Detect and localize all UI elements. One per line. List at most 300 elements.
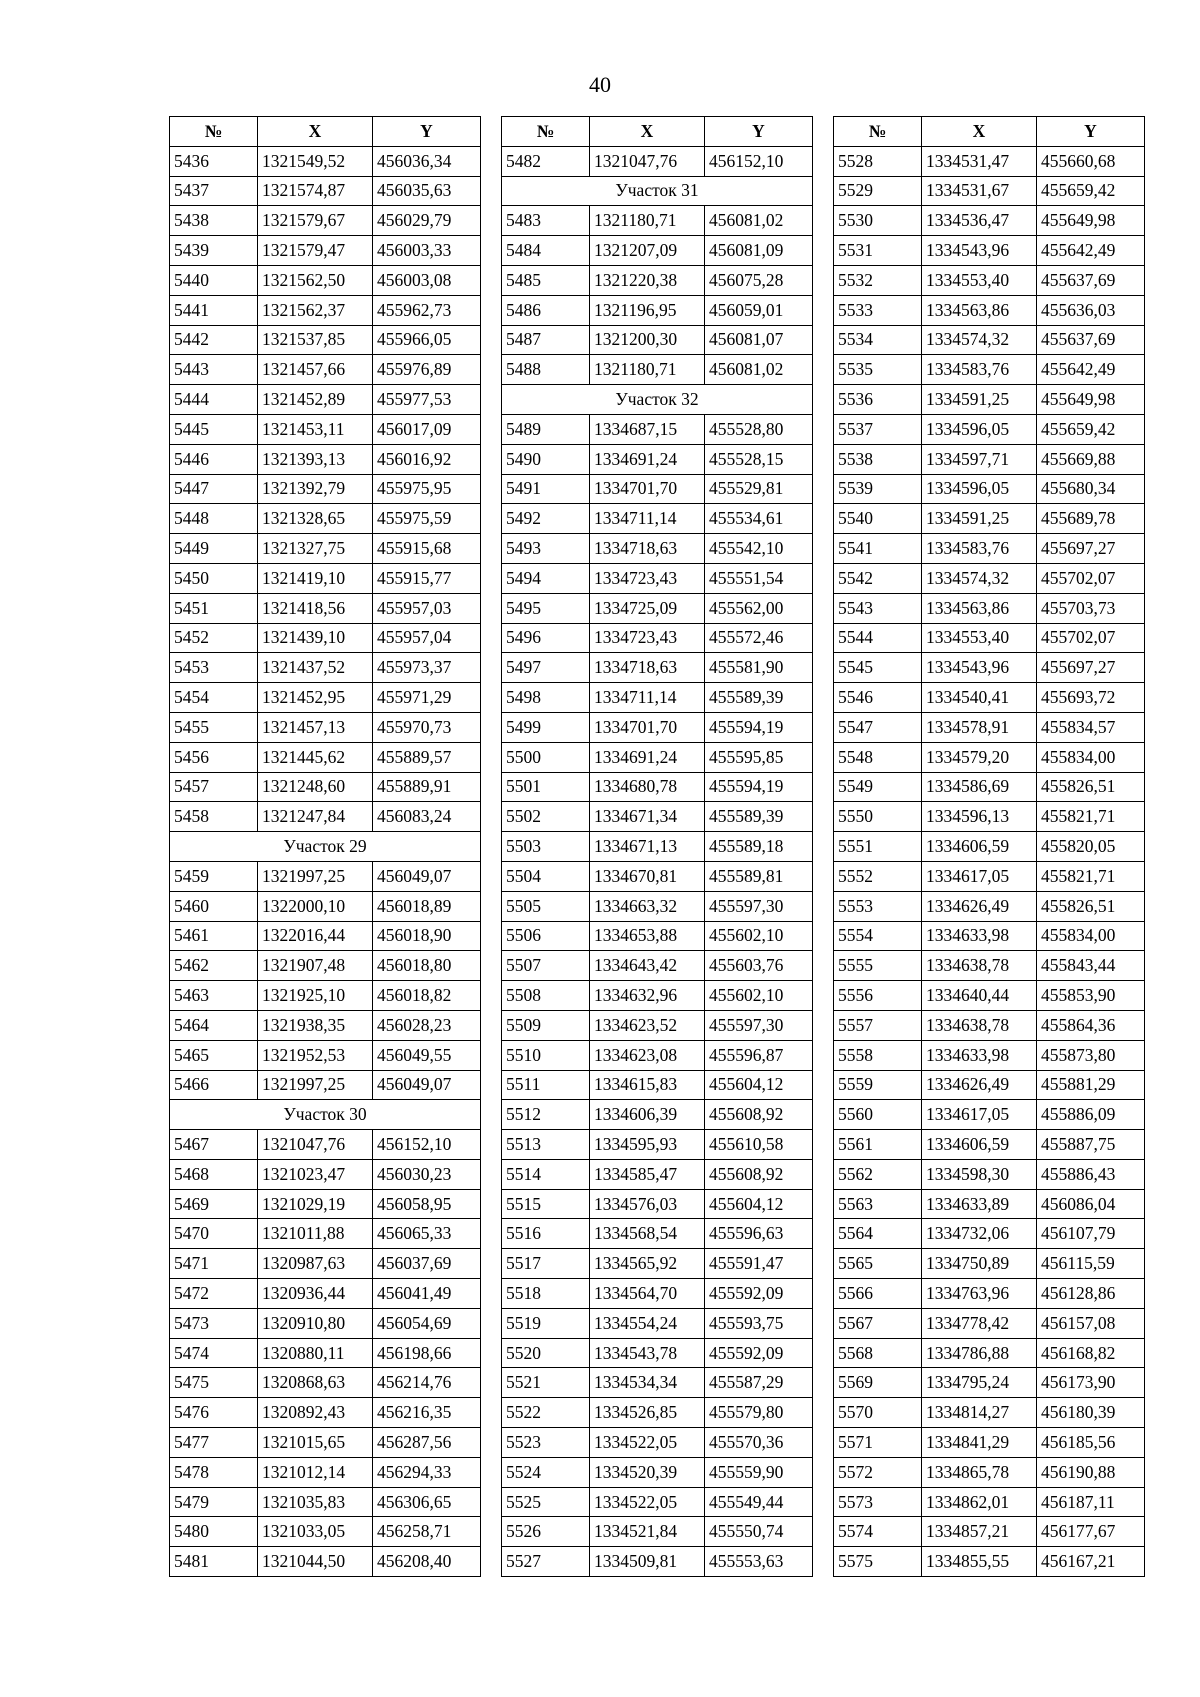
- table-row: [834, 1487, 1145, 1517]
- point-number-cell: 5482: [502, 146, 590, 176]
- point-number-cell: 5528: [834, 146, 922, 176]
- point-number-cell: 5474: [170, 1338, 258, 1368]
- point-number-cell: 5444: [170, 385, 258, 415]
- point-number-cell: 5523: [502, 1428, 590, 1458]
- header-x: X: [258, 117, 373, 147]
- header-x: X: [590, 117, 705, 147]
- table-row: [834, 981, 1145, 1011]
- x-coordinate-cell: 1334543,78: [590, 1338, 705, 1368]
- table-header-row: [170, 117, 481, 147]
- y-coordinate-cell: 456028,23: [373, 1010, 481, 1040]
- x-coordinate-cell: 1321393,13: [258, 444, 373, 474]
- table-row: [834, 295, 1145, 325]
- y-coordinate-cell: 455834,00: [1037, 742, 1145, 772]
- y-coordinate-cell: 456037,69: [373, 1249, 481, 1279]
- x-coordinate-cell: 1321997,25: [258, 1070, 373, 1100]
- y-coordinate-cell: 455680,34: [1037, 474, 1145, 504]
- x-coordinate-cell: 1321952,53: [258, 1040, 373, 1070]
- point-number-cell: 5529: [834, 176, 922, 206]
- point-number-cell: 5555: [834, 951, 922, 981]
- x-coordinate-cell: 1334574,32: [922, 325, 1037, 355]
- y-coordinate-cell: 456180,39: [1037, 1398, 1145, 1428]
- point-number-cell: 5443: [170, 355, 258, 385]
- y-coordinate-cell: 456018,89: [373, 891, 481, 921]
- x-coordinate-cell: 1334633,98: [922, 921, 1037, 951]
- y-coordinate-cell: 455562,00: [705, 593, 813, 623]
- y-coordinate-cell: 455660,68: [1037, 146, 1145, 176]
- x-coordinate-cell: 1321035,83: [258, 1487, 373, 1517]
- y-coordinate-cell: 455973,37: [373, 653, 481, 683]
- table-row: [834, 1517, 1145, 1547]
- point-number-cell: 5489: [502, 414, 590, 444]
- table-row: [502, 802, 813, 832]
- table-row: [170, 563, 481, 593]
- point-number-cell: 5455: [170, 712, 258, 742]
- x-coordinate-cell: 1334509,81: [590, 1547, 705, 1577]
- y-coordinate-cell: 456003,33: [373, 236, 481, 266]
- table-row: [170, 504, 481, 534]
- point-number-cell: 5500: [502, 742, 590, 772]
- point-number-cell: 5473: [170, 1308, 258, 1338]
- y-coordinate-cell: 456018,82: [373, 981, 481, 1011]
- table-row: [170, 444, 481, 474]
- point-number-cell: 5467: [170, 1130, 258, 1160]
- point-number-cell: 5507: [502, 951, 590, 981]
- y-coordinate-cell: 456059,01: [705, 295, 813, 325]
- table-row: [834, 414, 1145, 444]
- y-coordinate-cell: 456018,90: [373, 921, 481, 951]
- x-coordinate-cell: 1321579,47: [258, 236, 373, 266]
- x-coordinate-cell: 1321445,62: [258, 742, 373, 772]
- y-coordinate-cell: 455603,76: [705, 951, 813, 981]
- point-number-cell: 5552: [834, 861, 922, 891]
- table-row: [834, 1010, 1145, 1040]
- point-number-cell: 5546: [834, 683, 922, 713]
- y-coordinate-cell: 456049,07: [373, 1070, 481, 1100]
- table-row: [170, 1249, 481, 1279]
- x-coordinate-cell: 1334718,63: [590, 653, 705, 683]
- point-number-cell: 5520: [502, 1338, 590, 1368]
- table-row: [502, 861, 813, 891]
- table-header-row: [502, 117, 813, 147]
- x-coordinate-cell: 1321574,87: [258, 176, 373, 206]
- x-coordinate-cell: 1321047,76: [258, 1130, 373, 1160]
- y-coordinate-cell: 455593,75: [705, 1308, 813, 1338]
- point-number-cell: 5440: [170, 265, 258, 295]
- x-coordinate-cell: 1334671,34: [590, 802, 705, 832]
- coordinates-table-left: [169, 116, 481, 1577]
- point-number-cell: 5554: [834, 921, 922, 951]
- table-row: [834, 891, 1145, 921]
- x-coordinate-cell: 1334638,78: [922, 1010, 1037, 1040]
- point-number-cell: 5553: [834, 891, 922, 921]
- point-number-cell: 5504: [502, 861, 590, 891]
- table-row: [170, 414, 481, 444]
- table-row: [502, 563, 813, 593]
- x-coordinate-cell: 1321328,65: [258, 504, 373, 534]
- x-coordinate-cell: 1334763,96: [922, 1279, 1037, 1309]
- table-row: [834, 1249, 1145, 1279]
- table-row: [502, 653, 813, 683]
- point-number-cell: 5524: [502, 1457, 590, 1487]
- table-row: [834, 534, 1145, 564]
- table-row: [834, 742, 1145, 772]
- table-row: [502, 1010, 813, 1040]
- header-x: X: [922, 117, 1037, 147]
- x-coordinate-cell: 1334795,24: [922, 1368, 1037, 1398]
- point-number-cell: 5436: [170, 146, 258, 176]
- y-coordinate-cell: 455542,10: [705, 534, 813, 564]
- x-coordinate-cell: 1334857,21: [922, 1517, 1037, 1547]
- x-coordinate-cell: 1334526,85: [590, 1398, 705, 1428]
- table-row: [834, 474, 1145, 504]
- y-coordinate-cell: 455843,44: [1037, 951, 1145, 981]
- y-coordinate-cell: 455591,47: [705, 1249, 813, 1279]
- x-coordinate-cell: 1334574,32: [922, 563, 1037, 593]
- y-coordinate-cell: 455915,68: [373, 534, 481, 564]
- y-coordinate-cell: 455693,72: [1037, 683, 1145, 713]
- point-number-cell: 5564: [834, 1219, 922, 1249]
- y-coordinate-cell: 455873,80: [1037, 1040, 1145, 1070]
- x-coordinate-cell: 1334617,05: [922, 1100, 1037, 1130]
- x-coordinate-cell: 1321029,19: [258, 1189, 373, 1219]
- y-coordinate-cell: 456018,80: [373, 951, 481, 981]
- table-row: [834, 504, 1145, 534]
- point-number-cell: 5449: [170, 534, 258, 564]
- table-row: [834, 1457, 1145, 1487]
- x-coordinate-cell: 1334691,24: [590, 444, 705, 474]
- table-row: [502, 1159, 813, 1189]
- point-number-cell: 5559: [834, 1070, 922, 1100]
- point-number-cell: 5568: [834, 1338, 922, 1368]
- table-row: [834, 236, 1145, 266]
- point-number-cell: 5541: [834, 534, 922, 564]
- y-coordinate-cell: 456173,90: [1037, 1368, 1145, 1398]
- table-row: [170, 772, 481, 802]
- x-coordinate-cell: 1334563,86: [922, 593, 1037, 623]
- table-row: [170, 683, 481, 713]
- x-coordinate-cell: 1321033,05: [258, 1517, 373, 1547]
- table-row: [502, 1457, 813, 1487]
- table-row: [170, 802, 481, 832]
- point-number-cell: 5495: [502, 593, 590, 623]
- x-coordinate-cell: 1334814,27: [922, 1398, 1037, 1428]
- table-row: [170, 1308, 481, 1338]
- point-number-cell: 5453: [170, 653, 258, 683]
- x-coordinate-cell: 1334626,49: [922, 891, 1037, 921]
- y-coordinate-cell: 455559,90: [705, 1457, 813, 1487]
- y-coordinate-cell: 455589,39: [705, 683, 813, 713]
- x-coordinate-cell: 1334606,59: [922, 832, 1037, 862]
- table-row: [502, 1249, 813, 1279]
- point-number-cell: 5562: [834, 1159, 922, 1189]
- table-row: [502, 1130, 813, 1160]
- x-coordinate-cell: 1334701,70: [590, 474, 705, 504]
- x-coordinate-cell: 1321457,66: [258, 355, 373, 385]
- table-row: [170, 593, 481, 623]
- y-coordinate-cell: 455594,19: [705, 772, 813, 802]
- table-row: [834, 265, 1145, 295]
- point-number-cell: 5492: [502, 504, 590, 534]
- y-coordinate-cell: 455821,71: [1037, 802, 1145, 832]
- x-coordinate-cell: 1334786,88: [922, 1338, 1037, 1368]
- y-coordinate-cell: 455864,36: [1037, 1010, 1145, 1040]
- header-number: №: [502, 117, 590, 147]
- point-number-cell: 5558: [834, 1040, 922, 1070]
- point-number-cell: 5438: [170, 206, 258, 236]
- table-row: [502, 414, 813, 444]
- x-coordinate-cell: 1321549,52: [258, 146, 373, 176]
- point-number-cell: 5511: [502, 1070, 590, 1100]
- point-number-cell: 5535: [834, 355, 922, 385]
- y-coordinate-cell: 455977,53: [373, 385, 481, 415]
- table-row: [170, 534, 481, 564]
- coordinates-table-middle: [501, 116, 813, 1577]
- point-number-cell: 5516: [502, 1219, 590, 1249]
- x-coordinate-cell: 1334521,84: [590, 1517, 705, 1547]
- y-coordinate-cell: 455592,09: [705, 1338, 813, 1368]
- point-number-cell: 5499: [502, 712, 590, 742]
- x-coordinate-cell: 1334653,88: [590, 921, 705, 951]
- table-row: [834, 683, 1145, 713]
- point-number-cell: 5466: [170, 1070, 258, 1100]
- table-row: [170, 355, 481, 385]
- x-coordinate-cell: 1320868,63: [258, 1368, 373, 1398]
- point-number-cell: 5458: [170, 802, 258, 832]
- table-row: [834, 1368, 1145, 1398]
- x-coordinate-cell: 1321419,10: [258, 563, 373, 593]
- header-number: №: [170, 117, 258, 147]
- section-title: Участок 30: [170, 1100, 481, 1130]
- point-number-cell: 5502: [502, 802, 590, 832]
- table-row: [502, 206, 813, 236]
- point-number-cell: 5521: [502, 1368, 590, 1398]
- table-row: [834, 1070, 1145, 1100]
- point-number-cell: 5573: [834, 1487, 922, 1517]
- table-row: [170, 1457, 481, 1487]
- y-coordinate-cell: 455821,71: [1037, 861, 1145, 891]
- y-coordinate-cell: 456177,67: [1037, 1517, 1145, 1547]
- y-coordinate-cell: 455597,30: [705, 1010, 813, 1040]
- header-y: Y: [705, 117, 813, 147]
- y-coordinate-cell: 455592,09: [705, 1279, 813, 1309]
- x-coordinate-cell: 1321248,60: [258, 772, 373, 802]
- x-coordinate-cell: 1321938,35: [258, 1010, 373, 1040]
- y-coordinate-cell: 456049,07: [373, 861, 481, 891]
- y-coordinate-cell: 456016,92: [373, 444, 481, 474]
- y-coordinate-cell: 455581,90: [705, 653, 813, 683]
- point-number-cell: 5534: [834, 325, 922, 355]
- table-row: [834, 593, 1145, 623]
- x-coordinate-cell: 1334723,43: [590, 623, 705, 653]
- point-number-cell: 5518: [502, 1279, 590, 1309]
- point-number-cell: 5565: [834, 1249, 922, 1279]
- point-number-cell: 5514: [502, 1159, 590, 1189]
- y-coordinate-cell: 456083,24: [373, 802, 481, 832]
- y-coordinate-cell: 455595,85: [705, 742, 813, 772]
- table-row: [502, 593, 813, 623]
- table-row: [170, 295, 481, 325]
- table-row: [170, 265, 481, 295]
- table-row: [834, 206, 1145, 236]
- table-row: [502, 146, 813, 176]
- table-row: [502, 981, 813, 1011]
- point-number-cell: 5515: [502, 1189, 590, 1219]
- y-coordinate-cell: 456058,95: [373, 1189, 481, 1219]
- x-coordinate-cell: 1334583,76: [922, 355, 1037, 385]
- table-row: [502, 325, 813, 355]
- point-number-cell: 5497: [502, 653, 590, 683]
- table-row: [170, 1130, 481, 1160]
- point-number-cell: 5451: [170, 593, 258, 623]
- table-row: [834, 1547, 1145, 1577]
- y-coordinate-cell: 455550,74: [705, 1517, 813, 1547]
- y-coordinate-cell: 455820,05: [1037, 832, 1145, 862]
- point-number-cell: 5463: [170, 981, 258, 1011]
- table-row: [170, 861, 481, 891]
- x-coordinate-cell: 1321437,52: [258, 653, 373, 683]
- header-y: Y: [373, 117, 481, 147]
- table-row: [170, 1070, 481, 1100]
- point-number-cell: 5550: [834, 802, 922, 832]
- point-number-cell: 5525: [502, 1487, 590, 1517]
- table-row: [502, 1398, 813, 1428]
- x-coordinate-cell: 1322000,10: [258, 891, 373, 921]
- x-coordinate-cell: 1334606,39: [590, 1100, 705, 1130]
- table-row: [170, 1159, 481, 1189]
- table-row: [170, 1040, 481, 1070]
- y-coordinate-cell: 456287,56: [373, 1428, 481, 1458]
- x-coordinate-cell: 1321200,30: [590, 325, 705, 355]
- x-coordinate-cell: 1334579,20: [922, 742, 1037, 772]
- y-coordinate-cell: 455604,12: [705, 1189, 813, 1219]
- x-coordinate-cell: 1334520,39: [590, 1457, 705, 1487]
- table-row: [834, 623, 1145, 653]
- table-row: [170, 236, 481, 266]
- y-coordinate-cell: 456081,02: [705, 206, 813, 236]
- table-row: [834, 1308, 1145, 1338]
- x-coordinate-cell: 1321452,95: [258, 683, 373, 713]
- x-coordinate-cell: 1334623,52: [590, 1010, 705, 1040]
- table-row: [170, 623, 481, 653]
- table-row: [834, 1130, 1145, 1160]
- point-number-cell: 5459: [170, 861, 258, 891]
- table-row: [502, 712, 813, 742]
- section-row: [502, 176, 813, 206]
- point-number-cell: 5439: [170, 236, 258, 266]
- table-row: [834, 325, 1145, 355]
- y-coordinate-cell: 456198,66: [373, 1338, 481, 1368]
- x-coordinate-cell: 1334591,25: [922, 385, 1037, 415]
- table-row: [834, 1040, 1145, 1070]
- table-row: [170, 981, 481, 1011]
- x-coordinate-cell: 1321452,89: [258, 385, 373, 415]
- point-number-cell: 5457: [170, 772, 258, 802]
- point-number-cell: 5475: [170, 1368, 258, 1398]
- table-row: [502, 1368, 813, 1398]
- point-number-cell: 5509: [502, 1010, 590, 1040]
- x-coordinate-cell: 1334553,40: [922, 623, 1037, 653]
- x-coordinate-cell: 1321015,65: [258, 1428, 373, 1458]
- point-number-cell: 5485: [502, 265, 590, 295]
- table-row: [170, 146, 481, 176]
- table-row: [834, 712, 1145, 742]
- x-coordinate-cell: 1334732,06: [922, 1219, 1037, 1249]
- y-coordinate-cell: 456152,10: [373, 1130, 481, 1160]
- x-coordinate-cell: 1334606,59: [922, 1130, 1037, 1160]
- y-coordinate-cell: 456214,76: [373, 1368, 481, 1398]
- point-number-cell: 5456: [170, 742, 258, 772]
- y-coordinate-cell: 456081,09: [705, 236, 813, 266]
- table-row: [502, 1338, 813, 1368]
- table-row: [834, 444, 1145, 474]
- table-row: [502, 772, 813, 802]
- point-number-cell: 5551: [834, 832, 922, 862]
- point-number-cell: 5538: [834, 444, 922, 474]
- x-coordinate-cell: 1334671,13: [590, 832, 705, 862]
- x-coordinate-cell: 1321907,48: [258, 951, 373, 981]
- x-coordinate-cell: 1321439,10: [258, 623, 373, 653]
- point-number-cell: 5531: [834, 236, 922, 266]
- y-coordinate-cell: 456294,33: [373, 1457, 481, 1487]
- y-coordinate-cell: 456049,55: [373, 1040, 481, 1070]
- y-coordinate-cell: 455659,42: [1037, 414, 1145, 444]
- point-number-cell: 5532: [834, 265, 922, 295]
- y-coordinate-cell: 455957,03: [373, 593, 481, 623]
- point-number-cell: 5469: [170, 1189, 258, 1219]
- x-coordinate-cell: 1334522,05: [590, 1487, 705, 1517]
- x-coordinate-cell: 1334680,78: [590, 772, 705, 802]
- point-number-cell: 5567: [834, 1308, 922, 1338]
- x-coordinate-cell: 1334585,47: [590, 1159, 705, 1189]
- table-row: [170, 1517, 481, 1547]
- x-coordinate-cell: 1334643,42: [590, 951, 705, 981]
- x-coordinate-cell: 1334638,78: [922, 951, 1037, 981]
- table-row: [502, 1547, 813, 1577]
- x-coordinate-cell: 1321180,71: [590, 206, 705, 236]
- point-number-cell: 5570: [834, 1398, 922, 1428]
- table-row: [170, 325, 481, 355]
- table-row: [170, 921, 481, 951]
- y-coordinate-cell: 455697,27: [1037, 534, 1145, 564]
- y-coordinate-cell: 455597,30: [705, 891, 813, 921]
- y-coordinate-cell: 456152,10: [705, 146, 813, 176]
- x-coordinate-cell: 1334598,30: [922, 1159, 1037, 1189]
- table-row: [502, 1517, 813, 1547]
- point-number-cell: 5464: [170, 1010, 258, 1040]
- table-row: [170, 1398, 481, 1428]
- table-row: [834, 385, 1145, 415]
- point-number-cell: 5461: [170, 921, 258, 951]
- point-number-cell: 5483: [502, 206, 590, 236]
- x-coordinate-cell: 1321392,79: [258, 474, 373, 504]
- x-coordinate-cell: 1334626,49: [922, 1070, 1037, 1100]
- section-row: [502, 385, 813, 415]
- table-row: [834, 1189, 1145, 1219]
- x-coordinate-cell: 1334725,09: [590, 593, 705, 623]
- y-coordinate-cell: 456107,79: [1037, 1219, 1145, 1249]
- x-coordinate-cell: 1320936,44: [258, 1279, 373, 1309]
- y-coordinate-cell: 455659,42: [1037, 176, 1145, 206]
- x-coordinate-cell: 1321925,10: [258, 981, 373, 1011]
- x-coordinate-cell: 1321327,75: [258, 534, 373, 564]
- point-number-cell: 5491: [502, 474, 590, 504]
- y-coordinate-cell: 456075,28: [705, 265, 813, 295]
- y-coordinate-cell: 455572,46: [705, 623, 813, 653]
- point-number-cell: 5530: [834, 206, 922, 236]
- y-coordinate-cell: 456017,09: [373, 414, 481, 444]
- y-coordinate-cell: 456030,23: [373, 1159, 481, 1189]
